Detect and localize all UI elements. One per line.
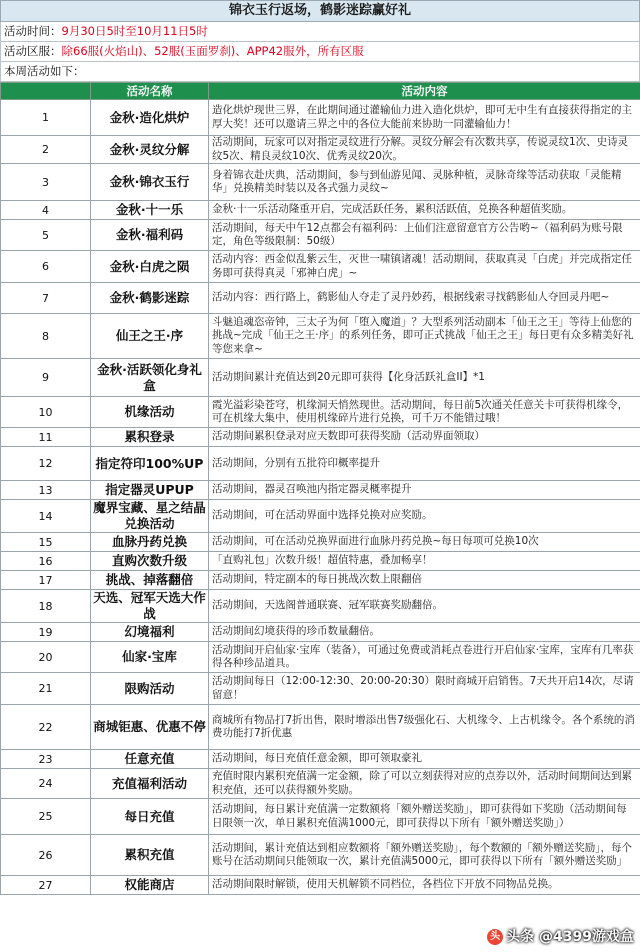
row-number: 15 [1,533,91,552]
activity-name: 金秋·鹤影迷踪 [91,283,209,314]
activity-name: 累积登录 [91,428,209,447]
activity-name: 挑战、掉落翻倍 [91,571,209,590]
row-number: 5 [1,220,91,251]
activity-name: 仙王之王·序 [91,314,209,359]
intro-text: 本周活动如下： [0,62,640,82]
activity-name: 幻境福利 [91,623,209,642]
table-row [1,428,640,447]
table-header-row [1,83,640,100]
activity-name: 血脉丹药兑换 [91,533,209,552]
table-row [1,136,640,164]
table-row [1,164,640,201]
activity-content: 活动内容：西行路上，鹤影仙人夺走了灵丹妙药，根据线索寻找鹤影仙人夺回灵丹吧~ [209,283,640,314]
row-number: 1 [1,100,91,136]
row-number: 11 [1,428,91,447]
activity-content: 身着锦衣赴庆典，活动期间，参与到仙游见闻、灵脉种植，灵脉奇缘等活动获取「灵能精华」兑换精美时装以及各式强力灵纹~ [209,164,640,201]
table-row [1,835,640,876]
activity-content: 活动期间每日（12:00-12:30、20:00-20:30）限时商城开启销售。7天共开启14次，尽请留意！ [209,673,640,705]
activity-content: 斗魅追魂恣帝钟，三太子为何「堕入魔道」？大型系列活动副本「仙王之王」等待上仙您的挑战~完成「仙王之王·序」的系列任务，即可正式挑战「仙王之王」每日更有众多精美好礼等您来拿~ [209,314,640,359]
header-content: 活动内容 [209,83,640,100]
table-row [1,769,640,799]
activity-content: 活动期间，每日累计充值满一定数额将「额外赠送奖励」，即可获得如下奖励（活动期间每日限领一次，单日累积充值满1000元，即可获得以下所有「额外赠送奖励」） [209,799,640,835]
table-row [1,590,640,623]
activity-content: 活动期间幻境获得的珍币数量翻倍。 [209,623,640,642]
activity-time-value: 9月30日5时至10月11日5时 [61,24,208,38]
activity-content: 霞光溢彩染苍穹，机缘洞天悄然现世。活动期间，每日前5次通关任意关卡可获得机缘令，可在机缘大集中，使用机缘碎片进行兑换，可千万不能错过哦！ [209,397,640,428]
row-number: 18 [1,590,91,623]
activity-table [0,82,640,895]
row-number: 20 [1,642,91,673]
activity-servers-label: 活动区服： [4,44,62,58]
activity-name: 累积充值 [91,835,209,876]
table-row [1,314,640,359]
activity-name: 金秋·锦衣玉行 [91,164,209,201]
activity-name: 金秋·白虎之陨 [91,251,209,283]
table-row [1,251,640,283]
activity-content: 金秋·十一乐活动隆重开启，完成活跃任务，累积活跃值，兑换各种超值奖励。 [209,201,640,220]
activity-name: 指定器灵UPUP [91,481,209,500]
activity-name: 直购次数升级 [91,552,209,571]
table-row [1,705,640,750]
table-row [1,571,640,590]
activity-content: 充值时限内累积充值满一定金额，除了可以立刻获得对应的点券以外，活动时间期间达到累积充值，还可以获得额外奖励。 [209,769,640,799]
activity-content: 活动期间，分别有五批符印概率提升 [209,447,640,481]
table-row [1,642,640,673]
activity-name: 机缘活动 [91,397,209,428]
activity-servers-value: 除66服(火焰山)、52服(玉面罗刹)、APP42服外，所有区服 [61,44,364,58]
activity-content: 活动期间，每日充值任意金额，即可领取豪礼 [209,750,640,769]
table-row [1,100,640,136]
row-number: 17 [1,571,91,590]
header-num [1,83,91,100]
activity-content: 活动期间，特定副本的每日挑战次数上限翻倍 [209,571,640,590]
row-number: 7 [1,283,91,314]
table-row [1,201,640,220]
table-row [1,750,640,769]
activity-name: 金秋·活跃领化身礼盒 [91,359,209,397]
activity-name: 金秋·福利码 [91,220,209,251]
activity-content: 活动期间，天选阁普通联赛、冠军联赛奖励翻倍。 [209,590,640,623]
activity-name: 金秋·灵纹分解 [91,136,209,164]
row-number: 14 [1,500,91,533]
table-row [1,799,640,835]
activity-content: 活动期间，每天中午12点都会有福利码：上仙们注意留意官方公告哟~（福利码为账号限定，角色等级限制：50级） [209,220,640,251]
page-title: 锦衣玉行返场，鹤影迷踪赢好礼 [0,0,640,22]
activity-name: 魔界宝藏、星之结晶兑换活动 [91,500,209,533]
activity-servers-row [0,42,640,62]
row-number: 13 [1,481,91,500]
table-row [1,876,640,895]
activity-content: 活动期间限时解锁，使用天机解锁不同档位，各档位下开放不同物品兑换。 [209,876,640,895]
watermark-text: 头条 @4399游戏盒 [506,929,634,945]
table-row [1,283,640,314]
activity-content: 活动期间，玩家可以对指定灵纹进行分解。灵纹分解会有次数共享，传说灵纹1次、史诗灵纹5次、精良灵纹10次、优秀灵纹20次。 [209,136,640,164]
table-row [1,623,640,642]
row-number: 23 [1,750,91,769]
row-number: 4 [1,201,91,220]
toutiao-icon: 头 [487,929,503,945]
activity-name: 指定符印100%UP [91,447,209,481]
activity-content: 活动期间，累计充值达到相应数额将「额外赠送奖励」，每个数额的「额外赠送奖励」，每个账号在活动期间只能领取一次，累计充值满5000元，即可获得以下所有「额外赠送奖励」 [209,835,640,876]
activity-name: 每日充值 [91,799,209,835]
table-row [1,359,640,397]
activity-content: 活动期间累积登录对应天数即可获得奖励（活动界面领取） [209,428,640,447]
row-number: 8 [1,314,91,359]
header-name: 活动名称 [91,83,209,100]
row-number: 10 [1,397,91,428]
table-row [1,447,640,481]
activity-name: 充值福利活动 [91,769,209,799]
row-number: 22 [1,705,91,750]
table-row [1,552,640,571]
activity-content: 活动期间开启仙家·宝库（装备），可通过免费或消耗点卷进行开启仙家·宝库，宝库有几率获得各种珍品道具。 [209,642,640,673]
row-number: 12 [1,447,91,481]
row-number: 2 [1,136,91,164]
table-row [1,220,640,251]
row-number: 19 [1,623,91,642]
activity-name: 金秋·十一乐 [91,201,209,220]
activity-content: 活动期间，器灵召唤池内指定器灵概率提升 [209,481,640,500]
activity-content: 活动期间，可在活动兑换界面进行血脉丹药兑换~每日每项可兑换10次 [209,533,640,552]
activity-name: 限购活动 [91,673,209,705]
table-row [1,673,640,705]
activity-content: 活动期间，可在活动界面中选择兑换对应奖励。 [209,500,640,533]
table-row [1,481,640,500]
activity-name: 商城钜惠、优惠不停 [91,705,209,750]
activity-content: 造化烘炉现世三界，在此期间通过灌输仙力进入造化烘炉，即可无中生有直接获得指定的主厚大奖！还可以邀请三界之中的各位大能前来协助一同灌输仙力！ [209,100,640,136]
row-number: 24 [1,769,91,799]
table-row [1,397,640,428]
activity-time-row [0,22,640,42]
activity-name: 金秋·造化烘炉 [91,100,209,136]
activity-name: 任意充值 [91,750,209,769]
row-number: 25 [1,799,91,835]
table-row [1,500,640,533]
row-number: 21 [1,673,91,705]
row-number: 16 [1,552,91,571]
activity-content: 活动内容：西金似乱紫云生，灭世一啸镇诸魂！活动期间，获取真灵「白虎」并完成指定任务即可获得真灵「邪神白虎」~ [209,251,640,283]
activity-time-label: 活动时间： [4,24,62,38]
activity-content: 活动期间累计充值达到20元即可获得【化身活跃礼盒II】*1 [209,359,640,397]
row-number: 26 [1,835,91,876]
activity-name: 天选、冠军天选大作战 [91,590,209,623]
row-number: 27 [1,876,91,895]
watermark [487,926,634,946]
table-row [1,533,640,552]
activity-content: 「直购礼包」次数升级！超值特惠，叠加畅享！ [209,552,640,571]
row-number: 3 [1,164,91,201]
row-number: 9 [1,359,91,397]
activity-name: 权能商店 [91,876,209,895]
activity-content: 商城所有物品打7折出售，限时增添出售7级强化石、大机缘令、上古机缘令。各个系统的消费功能打7折优惠 [209,705,640,750]
row-number: 6 [1,251,91,283]
activity-name: 仙家·宝库 [91,642,209,673]
